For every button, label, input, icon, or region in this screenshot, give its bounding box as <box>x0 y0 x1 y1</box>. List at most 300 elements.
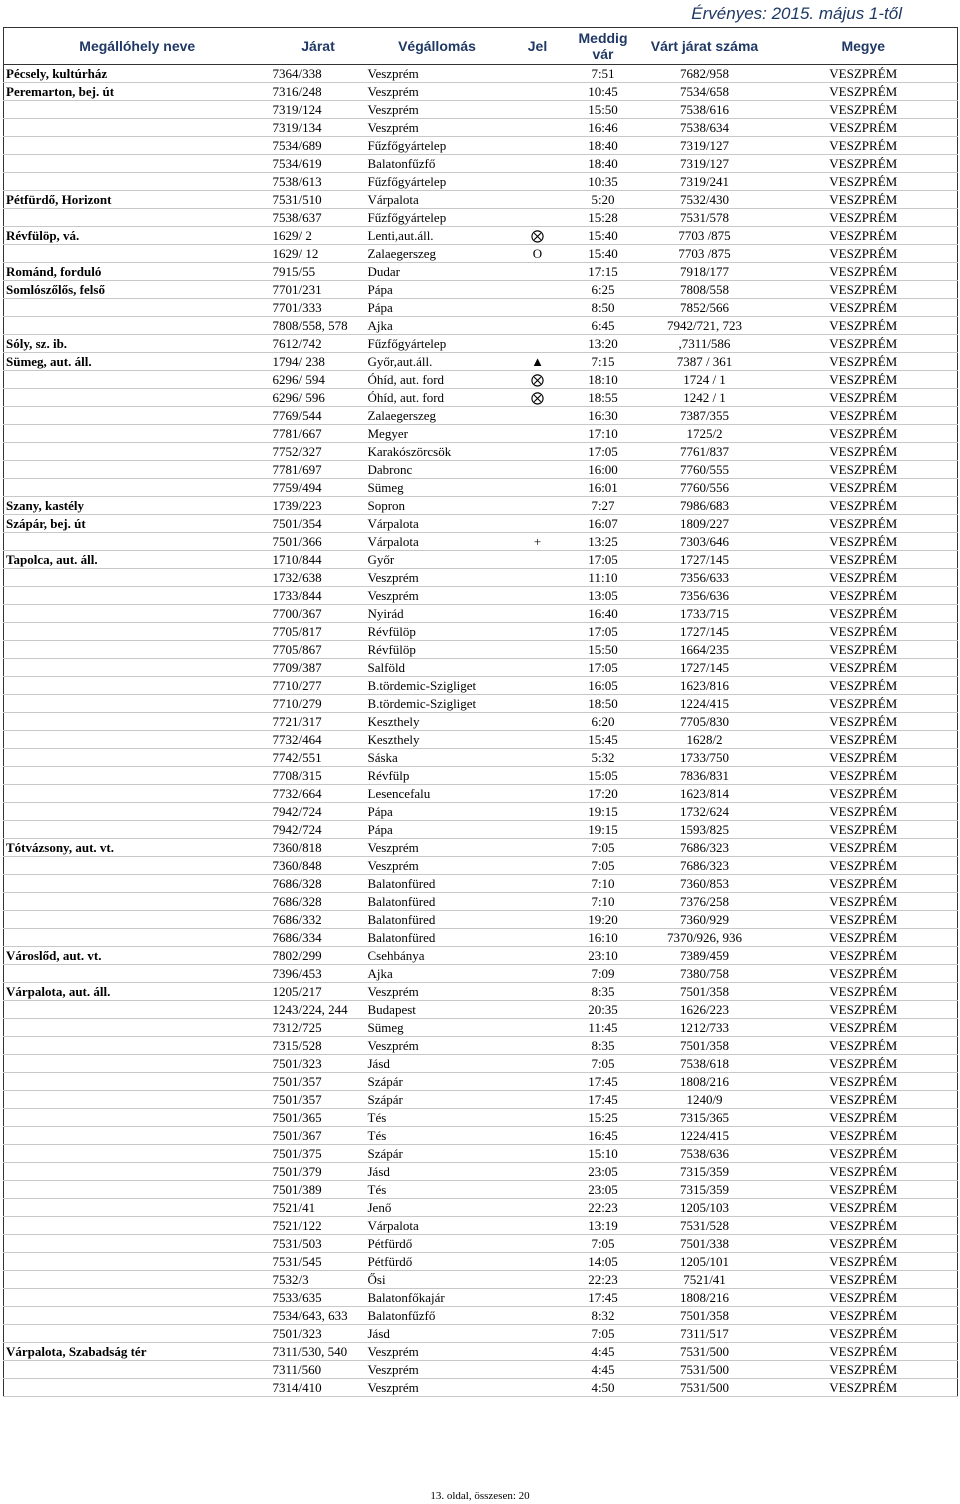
sign-cell <box>509 1127 567 1145</box>
waited-route-cell: 1628/2 <box>640 731 770 749</box>
waited-route-cell: 7319/127 <box>640 137 770 155</box>
route-number-cell: 7319/124 <box>271 101 366 119</box>
header-county: Megye <box>770 28 958 65</box>
route-number-cell: 7360/818 <box>271 839 366 857</box>
route-number-cell: 7501/323 <box>271 1325 366 1343</box>
table-row <box>4 155 958 173</box>
waited-route-cell: 7501/358 <box>640 1307 770 1325</box>
sign-cell <box>509 983 567 1001</box>
stop-name-cell <box>4 659 271 677</box>
stop-name-cell <box>4 677 271 695</box>
stop-name-cell <box>4 569 271 587</box>
wait-until-cell: 19:15 <box>567 803 640 821</box>
sign-cell: ▲ <box>509 353 567 371</box>
stop-name-cell <box>4 1289 271 1307</box>
county-cell: VESZPRÉM <box>770 461 958 479</box>
stop-name-cell <box>4 533 271 551</box>
stop-name-cell <box>4 1163 271 1181</box>
route-number-cell: 7531/503 <box>271 1235 366 1253</box>
waited-route-cell: 7918/177 <box>640 263 770 281</box>
route-number-cell: 7314/410 <box>271 1379 366 1397</box>
waited-route-cell: 1224/415 <box>640 695 770 713</box>
route-number-cell: 7532/3 <box>271 1271 366 1289</box>
waited-route-cell: 7389/459 <box>640 947 770 965</box>
wait-until-cell: 23:10 <box>567 947 640 965</box>
table-row <box>4 101 958 119</box>
county-cell: VESZPRÉM <box>770 1343 958 1361</box>
county-cell: VESZPRÉM <box>770 335 958 353</box>
sign-cell <box>509 677 567 695</box>
sign-cell <box>509 1361 567 1379</box>
waited-route-cell: 7531/500 <box>640 1361 770 1379</box>
wait-until-cell: 17:45 <box>567 1073 640 1091</box>
header-wait-until: Meddig vár <box>567 28 640 65</box>
wait-until-cell: 7:51 <box>567 65 640 83</box>
waited-route-cell: 7534/658 <box>640 83 770 101</box>
table-row <box>4 65 958 83</box>
destination-cell: Sopron <box>366 497 509 515</box>
stop-name-cell <box>4 767 271 785</box>
destination-cell: Jásd <box>366 1325 509 1343</box>
wait-until-cell: 13:20 <box>567 335 640 353</box>
table-row <box>4 947 958 965</box>
table-row <box>4 875 958 893</box>
wait-until-cell: 17:20 <box>567 785 640 803</box>
table-row <box>4 299 958 317</box>
county-cell: VESZPRÉM <box>770 1145 958 1163</box>
destination-cell: Pápa <box>366 299 509 317</box>
sign-cell <box>509 407 567 425</box>
table-row <box>4 353 958 371</box>
table-row <box>4 335 958 353</box>
table-row <box>4 1235 958 1253</box>
table-row <box>4 497 958 515</box>
destination-cell: Tés <box>366 1181 509 1199</box>
timetable <box>3 27 958 1397</box>
sign-cell <box>509 839 567 857</box>
county-cell: VESZPRÉM <box>770 1379 958 1397</box>
county-cell: VESZPRÉM <box>770 569 958 587</box>
table-row <box>4 1379 958 1397</box>
sign-cell <box>509 155 567 173</box>
route-number-cell: 7686/334 <box>271 929 366 947</box>
wait-until-cell: 7:27 <box>567 497 640 515</box>
county-cell: VESZPRÉM <box>770 1271 958 1289</box>
sign-cell <box>509 587 567 605</box>
route-number-cell: 7501/323 <box>271 1055 366 1073</box>
table-row <box>4 587 958 605</box>
destination-cell: Veszprém <box>366 569 509 587</box>
table-row <box>4 245 958 263</box>
stop-name-cell: Révfülöp, vá. <box>4 227 271 245</box>
wait-until-cell: 18:50 <box>567 695 640 713</box>
table-row <box>4 173 958 191</box>
destination-cell: Balatonfüred <box>366 875 509 893</box>
sign-cell <box>509 731 567 749</box>
destination-cell: Veszprém <box>366 1361 509 1379</box>
county-cell: VESZPRÉM <box>770 1163 958 1181</box>
destination-cell: Fűzfőgyártelep <box>366 173 509 191</box>
stop-name-cell: Sümeg, aut. áll. <box>4 353 271 371</box>
waited-route-cell: 7319/127 <box>640 155 770 173</box>
sign-cell <box>509 1379 567 1397</box>
wait-until-cell: 18:40 <box>567 155 640 173</box>
route-number-cell: 7534/689 <box>271 137 366 155</box>
stop-name-cell <box>4 119 271 137</box>
wait-until-cell: 18:10 <box>567 371 640 389</box>
waited-route-cell: 7808/558 <box>640 281 770 299</box>
stop-name-cell <box>4 317 271 335</box>
sign-cell: ⨂ <box>509 371 567 389</box>
stop-name-cell <box>4 407 271 425</box>
stop-name-cell <box>4 785 271 803</box>
wait-until-cell: 18:55 <box>567 389 640 407</box>
sign-cell <box>509 317 567 335</box>
stop-name-cell <box>4 875 271 893</box>
sign-cell <box>509 893 567 911</box>
sign-cell <box>509 1217 567 1235</box>
route-number-cell: 1629/ 12 <box>271 245 366 263</box>
sign-cell <box>509 1307 567 1325</box>
waited-route-cell: 7387 / 361 <box>640 353 770 371</box>
wait-until-cell: 16:07 <box>567 515 640 533</box>
destination-cell: Szápár <box>366 1073 509 1091</box>
table-row <box>4 389 958 407</box>
route-number-cell: 7705/867 <box>271 641 366 659</box>
header-sign: Jel <box>509 28 567 65</box>
stop-name-cell <box>4 713 271 731</box>
waited-route-cell: 7319/241 <box>640 173 770 191</box>
county-cell: VESZPRÉM <box>770 1109 958 1127</box>
sign-cell <box>509 461 567 479</box>
sign-cell <box>509 479 567 497</box>
table-row <box>4 515 958 533</box>
county-cell: VESZPRÉM <box>770 767 958 785</box>
sign-cell <box>509 659 567 677</box>
route-number-cell: 7311/560 <box>271 1361 366 1379</box>
county-cell: VESZPRÉM <box>770 407 958 425</box>
wait-until-cell: 16:01 <box>567 479 640 497</box>
table-row <box>4 1271 958 1289</box>
waited-route-cell: 7836/831 <box>640 767 770 785</box>
waited-route-cell: 7501/358 <box>640 1037 770 1055</box>
stop-name-cell <box>4 695 271 713</box>
destination-cell: Salföld <box>366 659 509 677</box>
county-cell: VESZPRÉM <box>770 1253 958 1271</box>
route-number-cell: 6296/ 594 <box>271 371 366 389</box>
destination-cell: Győr <box>366 551 509 569</box>
stop-name-cell <box>4 479 271 497</box>
wait-until-cell: 15:28 <box>567 209 640 227</box>
timetable-body <box>4 65 958 1397</box>
sign-cell <box>509 1163 567 1181</box>
table-row <box>4 1181 958 1199</box>
wait-until-cell: 5:20 <box>567 191 640 209</box>
stop-name-cell <box>4 371 271 389</box>
stop-name-cell <box>4 1181 271 1199</box>
stop-name-cell <box>4 1361 271 1379</box>
destination-cell: Balatonfüred <box>366 893 509 911</box>
stop-name-cell <box>4 1271 271 1289</box>
sign-cell <box>509 119 567 137</box>
route-number-cell: 7686/328 <box>271 875 366 893</box>
wait-until-cell: 7:05 <box>567 839 640 857</box>
wait-until-cell: 11:45 <box>567 1019 640 1037</box>
table-row <box>4 1199 958 1217</box>
table-row <box>4 569 958 587</box>
route-number-cell: 7501/354 <box>271 515 366 533</box>
sign-cell: O <box>509 245 567 263</box>
stop-name-cell <box>4 209 271 227</box>
waited-route-cell: 1205/101 <box>640 1253 770 1271</box>
table-row <box>4 821 958 839</box>
destination-cell: Tés <box>366 1109 509 1127</box>
waited-route-cell: 7501/338 <box>640 1235 770 1253</box>
table-row <box>4 1217 958 1235</box>
county-cell: VESZPRÉM <box>770 191 958 209</box>
county-cell: VESZPRÉM <box>770 1073 958 1091</box>
waited-route-cell: 1808/216 <box>640 1073 770 1091</box>
destination-cell: Óhíd, aut. ford <box>366 371 509 389</box>
route-number-cell: 7942/724 <box>271 803 366 821</box>
route-number-cell: 7538/637 <box>271 209 366 227</box>
waited-route-cell: 7538/634 <box>640 119 770 137</box>
county-cell: VESZPRÉM <box>770 533 958 551</box>
waited-route-cell: 1724 / 1 <box>640 371 770 389</box>
destination-cell: Óhíd, aut. ford <box>366 389 509 407</box>
destination-cell: Várpalota <box>366 515 509 533</box>
route-number-cell: 7316/248 <box>271 83 366 101</box>
sign-cell <box>509 1109 567 1127</box>
destination-cell: Veszprém <box>366 119 509 137</box>
waited-route-cell: 1212/733 <box>640 1019 770 1037</box>
sign-cell <box>509 83 567 101</box>
destination-cell: Nyirád <box>366 605 509 623</box>
county-cell: VESZPRÉM <box>770 173 958 191</box>
destination-cell: Szápár <box>366 1145 509 1163</box>
sign-cell <box>509 605 567 623</box>
destination-cell: Karakószörcsök <box>366 443 509 461</box>
route-number-cell: 7501/357 <box>271 1073 366 1091</box>
table-row <box>4 713 958 731</box>
stop-name-cell <box>4 587 271 605</box>
county-cell: VESZPRÉM <box>770 479 958 497</box>
sign-cell <box>509 641 567 659</box>
destination-cell: Keszthely <box>366 731 509 749</box>
route-number-cell: 7521/41 <box>271 1199 366 1217</box>
stop-name-cell <box>4 443 271 461</box>
waited-route-cell: 1626/223 <box>640 1001 770 1019</box>
wait-until-cell: 4:45 <box>567 1343 640 1361</box>
county-cell: VESZPRÉM <box>770 911 958 929</box>
sign-cell <box>509 1037 567 1055</box>
stop-name-cell: Szápár, bej. út <box>4 515 271 533</box>
route-number-cell: 7501/379 <box>271 1163 366 1181</box>
destination-cell: Fűzfőgyártelep <box>366 209 509 227</box>
route-number-cell: 7802/299 <box>271 947 366 965</box>
stop-name-cell <box>4 1307 271 1325</box>
county-cell: VESZPRÉM <box>770 155 958 173</box>
header-row <box>4 28 958 65</box>
table-row <box>4 461 958 479</box>
stop-name-cell <box>4 1055 271 1073</box>
waited-route-cell: 7686/323 <box>640 839 770 857</box>
county-cell: VESZPRÉM <box>770 137 958 155</box>
county-cell: VESZPRÉM <box>770 281 958 299</box>
table-row <box>4 281 958 299</box>
county-cell: VESZPRÉM <box>770 1235 958 1253</box>
waited-route-cell: 1727/145 <box>640 551 770 569</box>
sign-cell <box>509 443 567 461</box>
route-number-cell: 7534/619 <box>271 155 366 173</box>
wait-until-cell: 8:50 <box>567 299 640 317</box>
wait-until-cell: 16:45 <box>567 1127 640 1145</box>
wait-until-cell: 4:45 <box>567 1361 640 1379</box>
stop-name-cell <box>4 299 271 317</box>
destination-cell: Veszprém <box>366 1343 509 1361</box>
county-cell: VESZPRÉM <box>770 803 958 821</box>
waited-route-cell: 1224/415 <box>640 1127 770 1145</box>
sign-cell <box>509 713 567 731</box>
wait-until-cell: 17:05 <box>567 623 640 641</box>
county-cell: VESZPRÉM <box>770 605 958 623</box>
waited-route-cell: 7531/528 <box>640 1217 770 1235</box>
route-number-cell: 7705/817 <box>271 623 366 641</box>
county-cell: VESZPRÉM <box>770 209 958 227</box>
wait-until-cell: 11:10 <box>567 569 640 587</box>
table-row <box>4 983 958 1001</box>
county-cell: VESZPRÉM <box>770 749 958 767</box>
county-cell: VESZPRÉM <box>770 425 958 443</box>
waited-route-cell: 7356/636 <box>640 587 770 605</box>
stop-name-cell <box>4 731 271 749</box>
route-number-cell: 7710/277 <box>271 677 366 695</box>
wait-until-cell: 17:10 <box>567 425 640 443</box>
route-number-cell: 7686/332 <box>271 911 366 929</box>
waited-route-cell: 7370/926, 936 <box>640 929 770 947</box>
route-number-cell: 7531/545 <box>271 1253 366 1271</box>
wait-until-cell: 17:45 <box>567 1091 640 1109</box>
validity-date: Érvényes: 2015. május 1-től <box>691 4 902 23</box>
route-number-cell: 1794/ 238 <box>271 353 366 371</box>
wait-until-cell: 16:00 <box>567 461 640 479</box>
stop-name-cell: Pétfürdő, Horizont <box>4 191 271 209</box>
destination-cell: Veszprém <box>366 65 509 83</box>
county-cell: VESZPRÉM <box>770 1217 958 1235</box>
stop-name-cell <box>4 803 271 821</box>
stop-name-cell <box>4 929 271 947</box>
stop-name-cell <box>4 857 271 875</box>
table-row <box>4 1325 958 1343</box>
stop-name-cell: Várpalota, aut. áll. <box>4 983 271 1001</box>
sign-cell <box>509 623 567 641</box>
county-cell: VESZPRÉM <box>770 1181 958 1199</box>
stop-name-cell <box>4 1199 271 1217</box>
sign-cell <box>509 803 567 821</box>
destination-cell: Megyer <box>366 425 509 443</box>
table-row <box>4 1289 958 1307</box>
route-number-cell: 7315/528 <box>271 1037 366 1055</box>
wait-until-cell: 4:50 <box>567 1379 640 1397</box>
table-row <box>4 1073 958 1091</box>
county-cell: VESZPRÉM <box>770 839 958 857</box>
table-row <box>4 623 958 641</box>
county-cell: VESZPRÉM <box>770 371 958 389</box>
county-cell: VESZPRÉM <box>770 245 958 263</box>
waited-route-cell: 7311/517 <box>640 1325 770 1343</box>
table-row <box>4 1001 958 1019</box>
destination-cell: Veszprém <box>366 587 509 605</box>
wait-until-cell: 16:30 <box>567 407 640 425</box>
wait-until-cell: 15:10 <box>567 1145 640 1163</box>
sign-cell <box>509 1073 567 1091</box>
table-row <box>4 1307 958 1325</box>
sign-cell <box>509 263 567 281</box>
sign-cell <box>509 1271 567 1289</box>
stop-name-cell <box>4 155 271 173</box>
table-row <box>4 263 958 281</box>
sign-cell <box>509 137 567 155</box>
waited-route-cell: 7761/837 <box>640 443 770 461</box>
route-number-cell: 7732/464 <box>271 731 366 749</box>
sign-cell <box>509 497 567 515</box>
county-cell: VESZPRÉM <box>770 389 958 407</box>
destination-cell: Jásd <box>366 1055 509 1073</box>
waited-route-cell: 7538/636 <box>640 1145 770 1163</box>
table-row <box>4 749 958 767</box>
wait-until-cell: 15:25 <box>567 1109 640 1127</box>
header-jarat: Járat <box>271 28 366 65</box>
sign-cell <box>509 173 567 191</box>
stop-name-cell <box>4 101 271 119</box>
stop-name-cell: Sóly, sz. ib. <box>4 335 271 353</box>
table-row <box>4 1037 958 1055</box>
sign-cell <box>509 335 567 353</box>
destination-cell: Pápa <box>366 821 509 839</box>
table-row <box>4 677 958 695</box>
route-number-cell: 7501/367 <box>271 1127 366 1145</box>
waited-route-cell: ,7311/586 <box>640 335 770 353</box>
destination-cell: Jenő <box>366 1199 509 1217</box>
sign-cell <box>509 425 567 443</box>
wait-until-cell: 7:09 <box>567 965 640 983</box>
waited-route-cell: 7315/359 <box>640 1181 770 1199</box>
stop-name-cell <box>4 1127 271 1145</box>
waited-route-cell: 7315/359 <box>640 1163 770 1181</box>
county-cell: VESZPRÉM <box>770 659 958 677</box>
table-row <box>4 731 958 749</box>
waited-route-cell: 7705/830 <box>640 713 770 731</box>
county-cell: VESZPRÉM <box>770 497 958 515</box>
destination-cell: Dabronc <box>366 461 509 479</box>
table-row <box>4 839 958 857</box>
stop-name-cell <box>4 461 271 479</box>
stop-name-cell: Somlószőlős, felső <box>4 281 271 299</box>
stop-name-cell <box>4 1073 271 1091</box>
waited-route-cell: 7760/555 <box>640 461 770 479</box>
route-number-cell: 1733/844 <box>271 587 366 605</box>
sign-cell <box>509 1019 567 1037</box>
wait-until-cell: 16:10 <box>567 929 640 947</box>
county-cell: VESZPRÉM <box>770 101 958 119</box>
destination-cell: Várpalota <box>366 191 509 209</box>
route-number-cell: 7709/387 <box>271 659 366 677</box>
stop-name-cell <box>4 425 271 443</box>
table-row <box>4 641 958 659</box>
route-number-cell: 7612/742 <box>271 335 366 353</box>
stop-name-cell <box>4 1235 271 1253</box>
waited-route-cell: 7387/355 <box>640 407 770 425</box>
